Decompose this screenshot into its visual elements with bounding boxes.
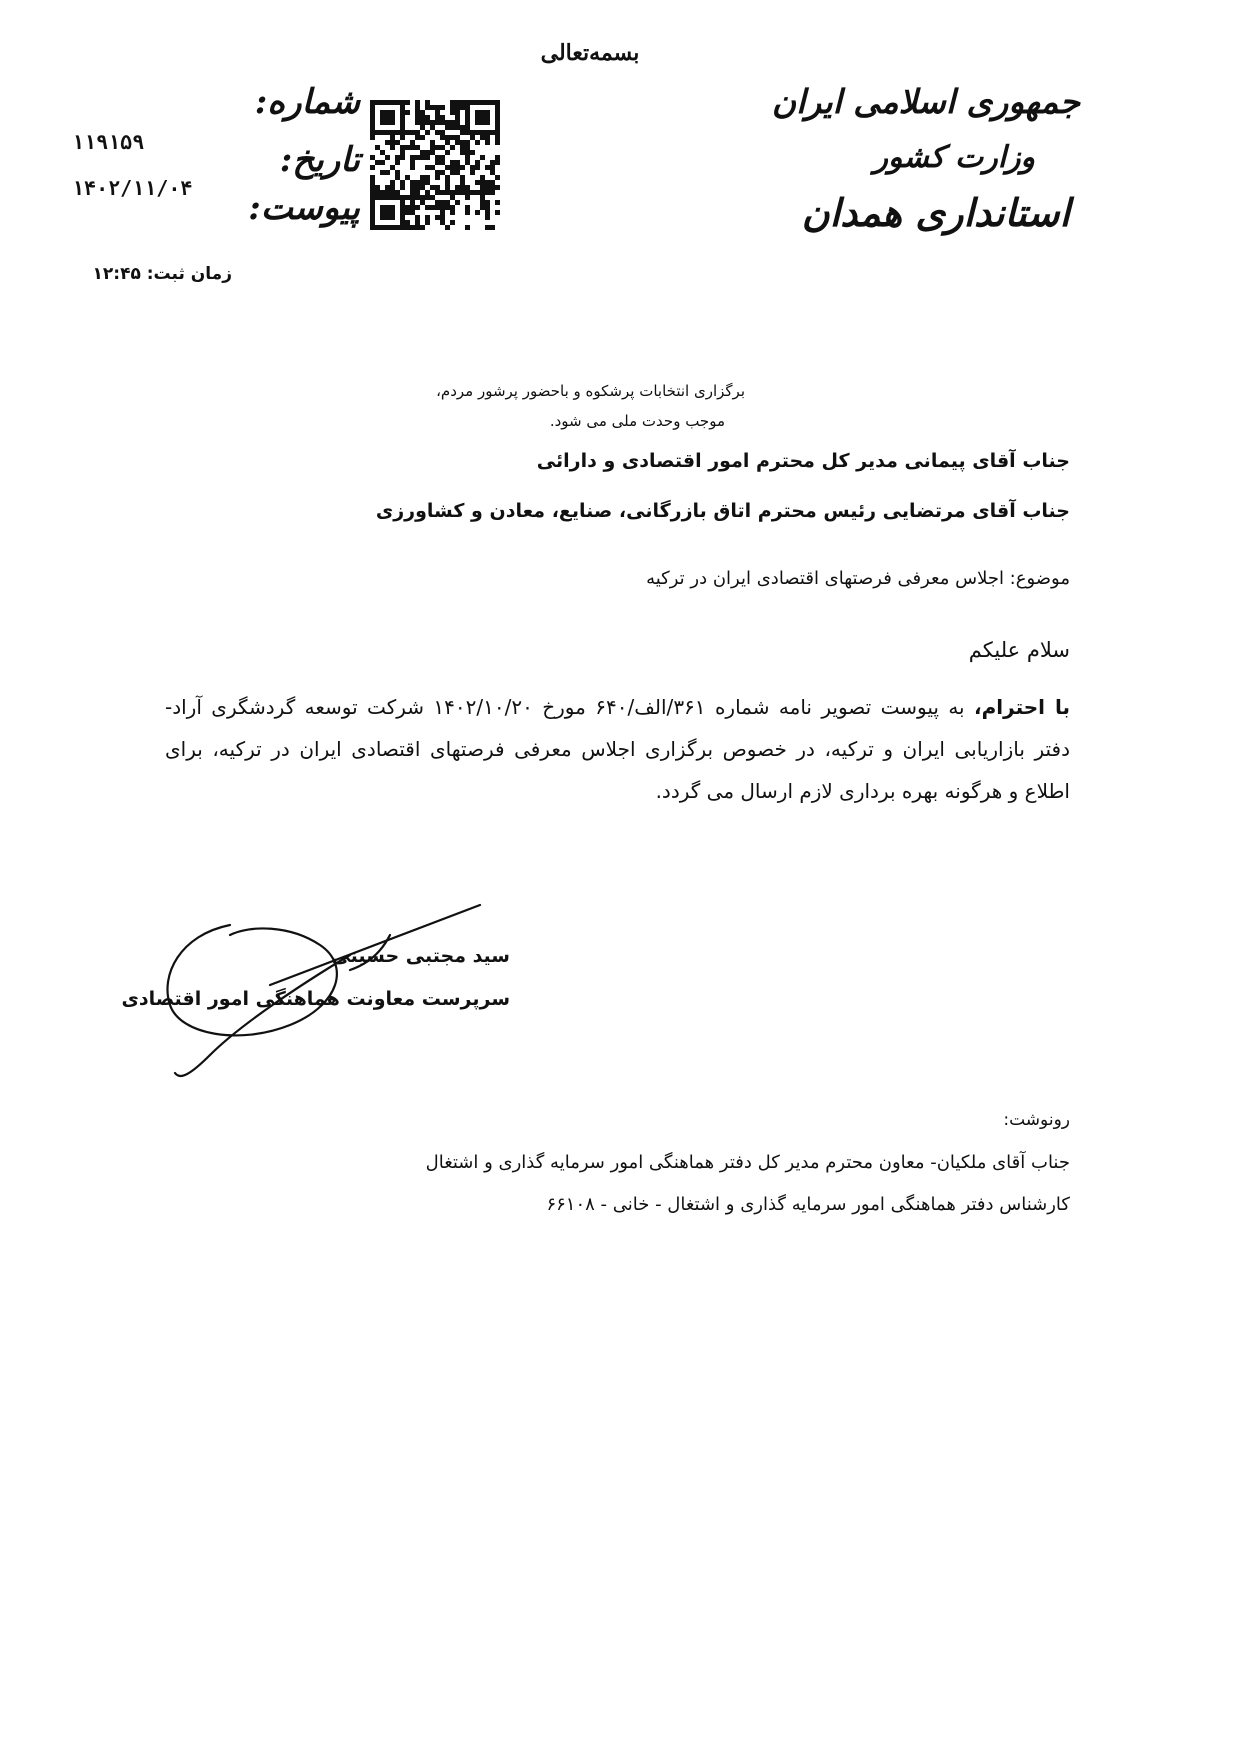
slogan-line-1: برگزاری انتخابات پرشکوه و باحضور پرشور مردم، [436, 382, 745, 400]
cc-title: رونوشت: [1003, 1110, 1070, 1130]
org-line-republic: جمهوری اسلامی ایران [771, 82, 1080, 121]
body-lead: با احترام، [974, 695, 1071, 719]
bismillah-heading: بسمه‌تعالی [540, 40, 640, 66]
cc-line-2: کارشناس دفتر هماهنگی امور سرمایه گذاری و اشتغال - خانی - ۶۶۱۰۸ [546, 1194, 1070, 1215]
letter-number-value: ۱۱۹۱۵۹ [72, 130, 145, 154]
cc-line-1: جناب آقای ملکیان- معاون محترم مدیر کل دفتر هماهنگی امور سرمایه گذاری و اشتغال [425, 1152, 1070, 1173]
signatory-name: سید مجتبی حسینی [331, 945, 510, 967]
greeting: سلام علیکم [968, 638, 1070, 662]
addressee-2: جناب آقای مرتضایی رئیس محترم اتاق بازرگانی، صنایع، معادن و کشاورزی [375, 500, 1070, 522]
qr-code-icon [370, 100, 500, 230]
letter-date-value: ۱۴۰۲/۱۱/۰۴ [72, 176, 193, 200]
attachment-label: پیوست: [248, 188, 360, 228]
subject-line: موضوع: اجلاس معرفی فرصتهای اقتصادی ایران در ترکیه [646, 568, 1070, 589]
signatory-title: سرپرست معاونت هماهنگی امور اقتصادی [121, 988, 510, 1010]
number-label: شماره: [254, 82, 360, 122]
date-label: تاریخ: [279, 140, 360, 180]
org-line-ministry: وزارت کشور [873, 140, 1035, 175]
registration-time: زمان ثبت: ۱۲:۴۵ [92, 264, 232, 284]
slogan-line-2: موجب وحدت ملی می شود. [549, 412, 725, 430]
addressee-1: جناب آقای پیمانی مدیر کل محترم امور اقتصادی و دارائی [536, 450, 1070, 472]
letter-body [165, 686, 1070, 812]
org-line-governorate: استانداری همدان [801, 190, 1070, 235]
body-text: به پیوست تصویر نامه شماره ۳۶۱/الف/۶۴۰ مورخ ۱۴۰۲/۱۰/۲۰ شرکت توسعه گردشگری آراد- دفتر بازاریابی ایران و ترکیه، در خصوص برگزاری اجلاس معرفی فرصتهای اقتصادی ایران در ترکیه، برای اطلاع و هرگونه بهره برداری لازم ارسال می گردد. [165, 695, 1070, 803]
